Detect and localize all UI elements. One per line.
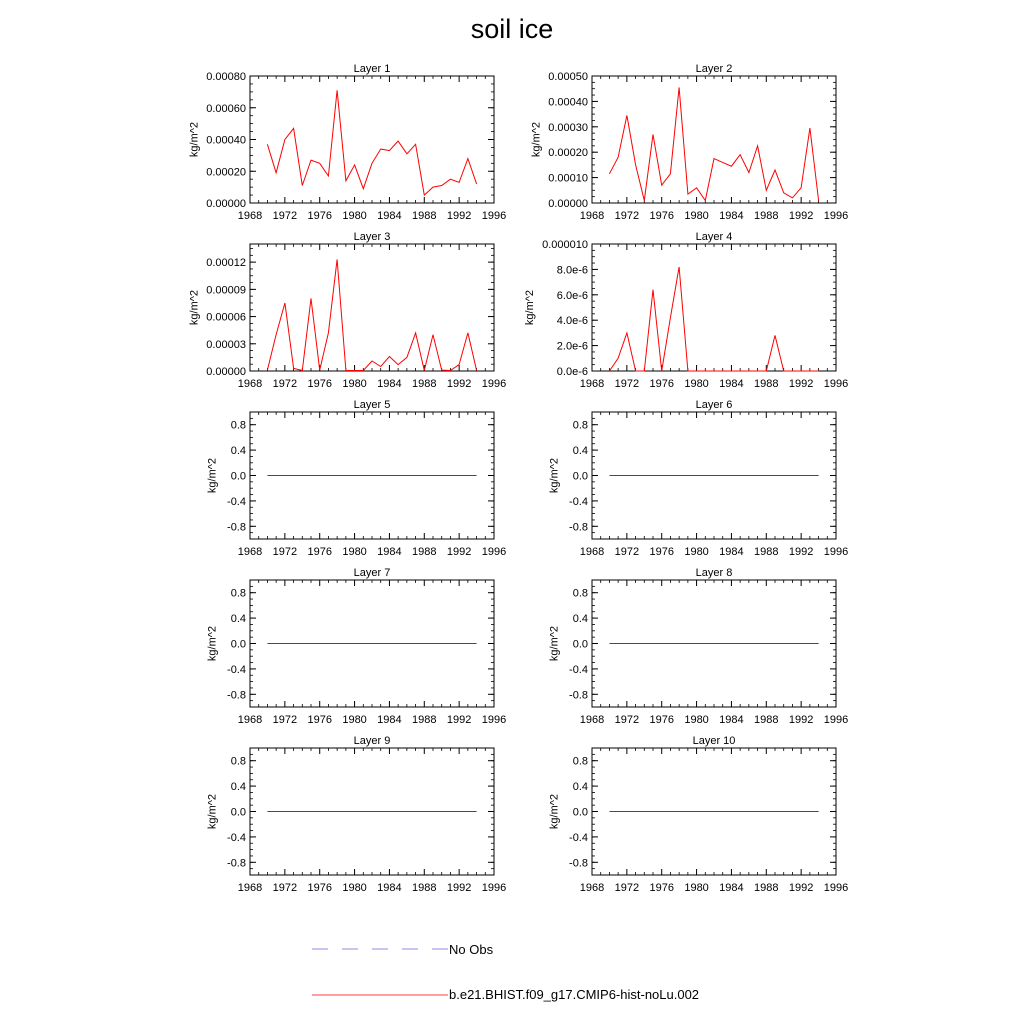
- y-tick-label: 0.00006: [206, 311, 246, 324]
- x-tick-label: 1988: [754, 882, 779, 894]
- y-tick-label: -0.8: [227, 521, 246, 534]
- x-tick-label: 1968: [579, 546, 605, 558]
- y-axis-label: kg/m^2: [206, 457, 219, 494]
- y-axis-label: kg/m^2: [188, 289, 201, 326]
- x-tick-label: 1976: [307, 546, 332, 558]
- plot-frame: [250, 244, 494, 371]
- y-axis-label: kg/m^2: [206, 793, 219, 830]
- x-tick-label: 1984: [719, 882, 744, 894]
- y-axis-label: kg/m^2: [548, 457, 561, 494]
- y-tick-label: 0.8: [572, 419, 588, 432]
- y-tick-label: 2.0e-6: [556, 340, 588, 353]
- y-tick-label: 0.00009: [206, 284, 246, 297]
- y-tick-label: 0.4: [572, 445, 588, 458]
- x-tick-label: 1992: [446, 714, 472, 726]
- panel-layer-6: [549, 399, 849, 558]
- x-tick-label: 1996: [481, 882, 507, 894]
- x-tick-label: 1984: [719, 714, 744, 726]
- y-axis-label: kg/m^2: [524, 289, 537, 326]
- panel-title: Layer 7: [353, 567, 391, 579]
- x-tick-label: 1988: [754, 714, 779, 726]
- x-tick-label: 1980: [342, 714, 367, 726]
- x-tick-label: 1972: [272, 714, 298, 726]
- panel-title: Layer 2: [695, 63, 733, 75]
- legend: [312, 942, 699, 1002]
- y-tick-label: 0.00080: [206, 71, 246, 83]
- panel-title: Layer 10: [692, 735, 736, 747]
- x-tick-label: 1992: [788, 714, 814, 726]
- y-tick-label: -0.4: [227, 663, 246, 676]
- y-tick-label: 0.8: [572, 587, 588, 600]
- panel-layer-9: [207, 735, 507, 894]
- x-tick-label: 1968: [579, 714, 605, 726]
- x-tick-label: 1968: [237, 546, 263, 558]
- x-tick-label: 1996: [481, 378, 507, 390]
- y-tick-label: 0.00050: [548, 71, 588, 83]
- y-tick-label: 0.00000: [206, 198, 246, 210]
- x-tick-label: 1976: [307, 378, 332, 390]
- y-tick-label: 0.00040: [548, 96, 588, 109]
- panel-layer-5: [207, 399, 507, 558]
- panel-layer-4: [524, 231, 848, 390]
- y-tick-label: 6.0e-6: [556, 289, 588, 302]
- y-tick-label: 0.00010: [548, 172, 588, 185]
- x-tick-label: 1984: [377, 714, 402, 726]
- x-tick-label: 1968: [579, 378, 605, 390]
- y-tick-label: 0.0: [230, 470, 246, 483]
- y-axis-label: kg/m^2: [548, 625, 561, 662]
- x-tick-label: 1976: [307, 714, 332, 726]
- panel-layer-3: [188, 231, 506, 390]
- y-tick-label: 0.0e-6: [556, 366, 588, 378]
- x-tick-label: 1988: [412, 378, 437, 390]
- plot-frame: [250, 76, 494, 203]
- x-tick-label: 1972: [272, 546, 298, 558]
- y-tick-label: 0.00020: [548, 147, 588, 160]
- x-tick-label: 1996: [823, 882, 849, 894]
- x-tick-label: 1972: [614, 210, 640, 222]
- x-tick-label: 1996: [823, 546, 849, 558]
- x-tick-label: 1972: [614, 546, 640, 558]
- x-tick-label: 1988: [412, 714, 437, 726]
- x-tick-label: 1992: [788, 882, 814, 894]
- x-tick-label: 1980: [684, 882, 709, 894]
- y-tick-label: -0.8: [227, 689, 246, 702]
- y-tick-label: 0.8: [572, 755, 588, 768]
- x-tick-label: 1972: [614, 882, 640, 894]
- y-tick-label: -0.8: [569, 521, 588, 534]
- y-tick-label: 0.8: [230, 419, 246, 432]
- x-tick-label: 1992: [446, 546, 472, 558]
- x-tick-label: 1984: [719, 546, 744, 558]
- x-tick-label: 1988: [412, 546, 437, 558]
- x-tick-label: 1976: [307, 882, 332, 894]
- y-tick-label: 0.0: [230, 638, 246, 651]
- x-tick-label: 1976: [649, 378, 674, 390]
- x-tick-label: 1968: [237, 714, 263, 726]
- x-tick-label: 1980: [684, 714, 709, 726]
- panel-layer-10: [549, 735, 849, 894]
- panel-title: Layer 5: [353, 399, 391, 411]
- y-axis-label: kg/m^2: [530, 121, 543, 158]
- x-tick-label: 1988: [754, 210, 779, 222]
- y-tick-label: 0.4: [572, 781, 588, 794]
- y-tick-label: 0.00000: [206, 366, 246, 378]
- y-axis-label: kg/m^2: [548, 793, 561, 830]
- x-tick-label: 1980: [684, 378, 709, 390]
- y-tick-label: 4.0e-6: [556, 315, 588, 328]
- x-tick-label: 1996: [481, 714, 507, 726]
- x-tick-label: 1984: [377, 378, 402, 390]
- plot-frame: [592, 76, 836, 203]
- x-tick-label: 1992: [446, 210, 472, 222]
- x-tick-label: 1972: [272, 210, 298, 222]
- x-tick-label: 1968: [237, 882, 263, 894]
- y-tick-label: 8.0e-6: [556, 264, 588, 277]
- y-tick-label: 0.4: [230, 781, 246, 794]
- x-tick-label: 1992: [446, 882, 472, 894]
- y-tick-label: 0.000010: [542, 239, 588, 251]
- x-tick-label: 1972: [614, 714, 640, 726]
- x-tick-label: 1972: [272, 378, 298, 390]
- x-tick-label: 1972: [614, 378, 640, 390]
- y-tick-label: 0.4: [572, 613, 588, 626]
- x-tick-label: 1984: [719, 378, 744, 390]
- x-tick-label: 1968: [237, 210, 263, 222]
- x-tick-label: 1976: [649, 714, 674, 726]
- x-tick-label: 1976: [307, 210, 332, 222]
- page-title: soil ice: [470, 14, 554, 44]
- x-tick-label: 1980: [342, 546, 367, 558]
- legend-label-model: b.e21.BHIST.f09_g17.CMIP6-hist-noLu.002: [449, 987, 700, 1002]
- x-tick-label: 1980: [342, 882, 367, 894]
- x-tick-label: 1980: [342, 210, 367, 222]
- x-tick-label: 1968: [237, 378, 263, 390]
- panel-layer-8: [549, 567, 849, 726]
- y-tick-label: 0.8: [230, 587, 246, 600]
- panel-title: Layer 8: [695, 567, 733, 579]
- x-tick-label: 1972: [272, 882, 298, 894]
- panel-title: Layer 4: [695, 231, 733, 243]
- series-line: [267, 259, 476, 370]
- y-axis-label: kg/m^2: [206, 625, 219, 662]
- x-tick-label: 1976: [649, 546, 674, 558]
- y-tick-label: 0.00003: [206, 338, 246, 351]
- x-tick-label: 1984: [377, 210, 402, 222]
- y-tick-label: -0.4: [227, 495, 246, 508]
- x-tick-label: 1996: [481, 546, 507, 558]
- y-tick-label: 0.4: [230, 445, 246, 458]
- x-tick-label: 1992: [788, 378, 814, 390]
- panel-title: Layer 9: [353, 735, 391, 747]
- x-tick-label: 1968: [579, 210, 605, 222]
- y-tick-label: -0.8: [569, 689, 588, 702]
- x-tick-label: 1968: [579, 882, 605, 894]
- panel-title: Layer 3: [353, 231, 391, 243]
- panel-title: Layer 1: [353, 63, 391, 75]
- y-tick-label: 0.8: [230, 755, 246, 768]
- x-tick-label: 1980: [684, 546, 709, 558]
- series-line: [267, 90, 476, 195]
- x-tick-label: 1988: [412, 882, 437, 894]
- x-tick-label: 1980: [342, 378, 367, 390]
- y-tick-label: 0.00000: [548, 198, 588, 210]
- x-tick-label: 1988: [754, 378, 779, 390]
- panel-title: Layer 6: [695, 399, 733, 411]
- panel-layer-2: [530, 63, 848, 222]
- y-tick-label: 0.00060: [206, 102, 246, 115]
- y-tick-label: 0.0: [572, 470, 588, 483]
- x-tick-label: 1984: [377, 882, 402, 894]
- panel-layer-1: [188, 63, 506, 222]
- y-tick-label: 0.0: [572, 806, 588, 819]
- y-tick-label: 0.00040: [206, 134, 246, 147]
- y-tick-label: -0.4: [227, 831, 246, 844]
- legend-label-no-obs: No Obs: [449, 942, 494, 957]
- y-tick-label: 0.00012: [206, 257, 246, 270]
- x-tick-label: 1992: [446, 378, 472, 390]
- x-tick-label: 1988: [754, 546, 779, 558]
- x-tick-label: 1996: [823, 210, 849, 222]
- x-tick-label: 1996: [823, 714, 849, 726]
- y-tick-label: 0.0: [230, 806, 246, 819]
- y-tick-label: 0.00020: [206, 166, 246, 179]
- x-tick-label: 1988: [412, 210, 437, 222]
- y-tick-label: 0.0: [572, 638, 588, 651]
- series-line: [609, 267, 818, 371]
- x-tick-label: 1980: [684, 210, 709, 222]
- y-tick-label: -0.4: [569, 831, 588, 844]
- panel-layer-7: [207, 567, 507, 726]
- x-tick-label: 1996: [481, 210, 507, 222]
- y-tick-label: -0.4: [569, 663, 588, 676]
- y-axis-label: kg/m^2: [188, 121, 201, 158]
- x-tick-label: 1992: [788, 210, 814, 222]
- y-tick-label: -0.8: [569, 857, 588, 870]
- y-tick-label: 0.00030: [548, 121, 588, 134]
- x-tick-label: 1984: [719, 210, 744, 222]
- x-tick-label: 1976: [649, 882, 674, 894]
- series-line: [609, 87, 818, 200]
- y-tick-label: 0.4: [230, 613, 246, 626]
- plot-frame: [592, 244, 836, 371]
- x-tick-label: 1992: [788, 546, 814, 558]
- y-tick-label: -0.8: [227, 857, 246, 870]
- y-tick-label: -0.4: [569, 495, 588, 508]
- x-tick-label: 1996: [823, 378, 849, 390]
- x-tick-label: 1976: [649, 210, 674, 222]
- x-tick-label: 1984: [377, 546, 402, 558]
